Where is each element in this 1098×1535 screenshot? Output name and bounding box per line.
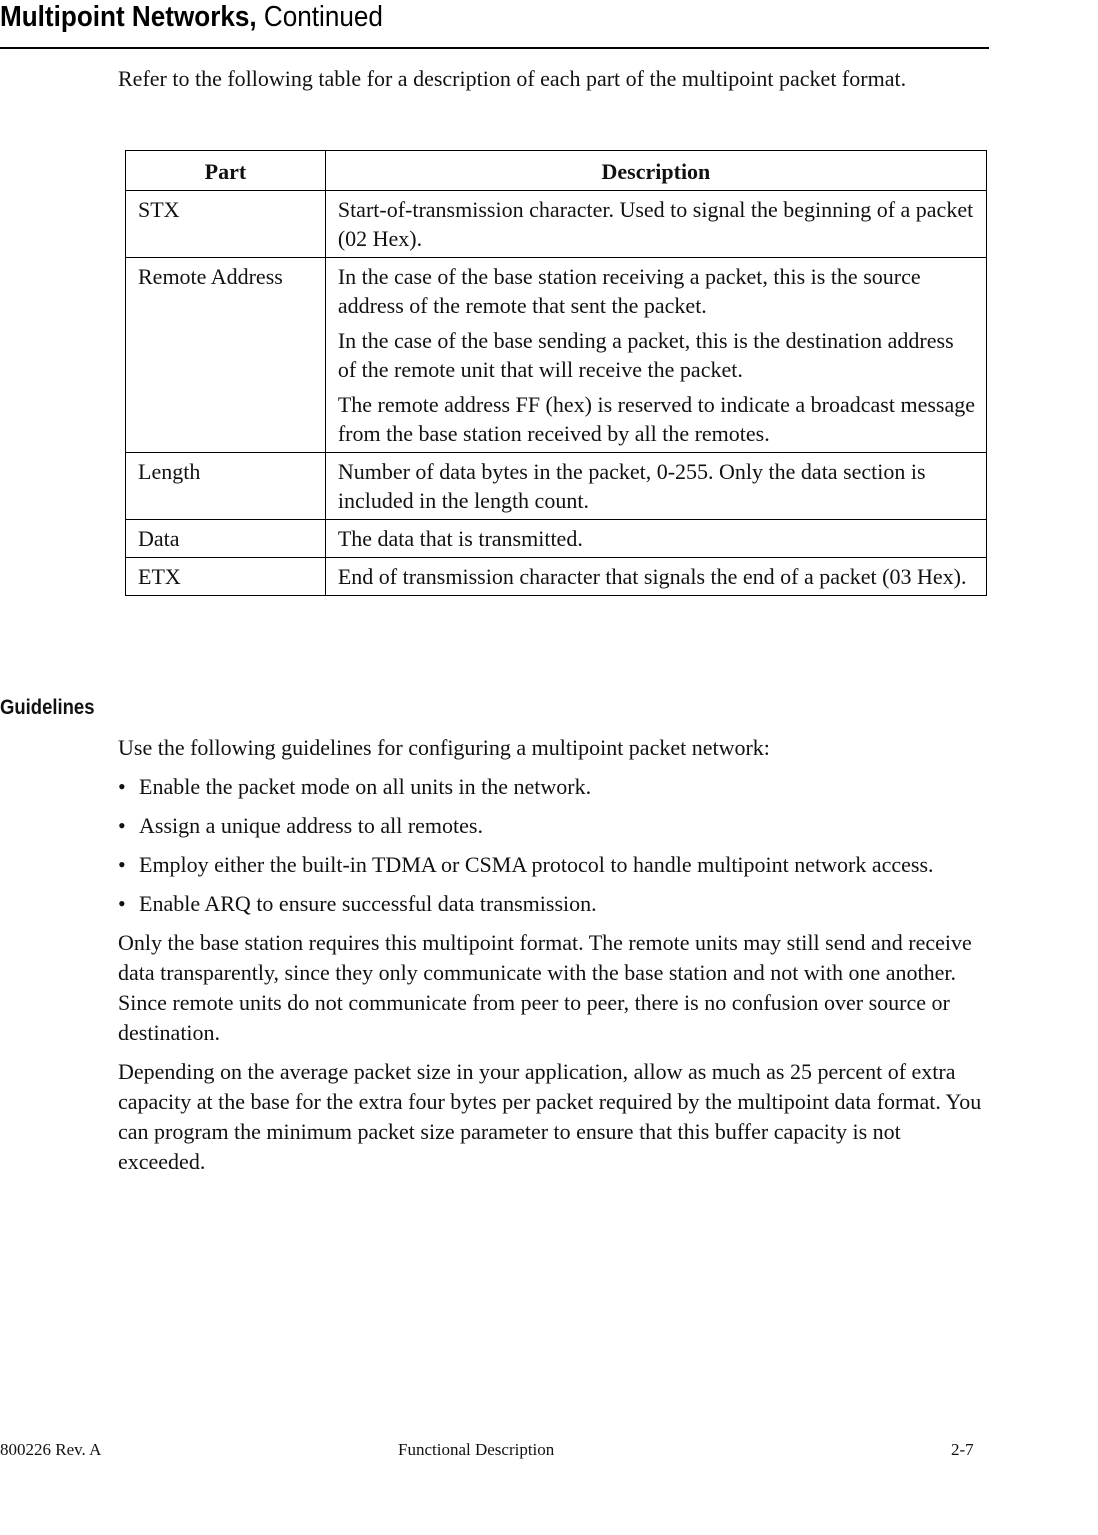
description-text: Number of data bytes in the packet, 0-255. Only the data section is included in the length count. bbox=[337, 459, 926, 513]
part-cell: Remote Address bbox=[126, 258, 326, 453]
footer-section-title: Functional Description bbox=[398, 1440, 555, 1459]
packet-format-table bbox=[125, 150, 987, 596]
list-item bbox=[118, 772, 983, 802]
footer-document-number: 800226 Rev. A bbox=[0, 1440, 102, 1459]
list-item bbox=[118, 889, 983, 919]
description-cell bbox=[325, 453, 986, 520]
column-header-description: Description bbox=[325, 151, 986, 191]
description-text: Start-of-transmission character. Used to signal the beginning of a packet (02 Hex). bbox=[337, 197, 974, 251]
part-cell: STX bbox=[126, 191, 326, 258]
part-cell: ETX bbox=[126, 558, 326, 596]
body-paragraph: Depending on the average packet size in your application, allow as much as 25 percent of extra capacity at the base for the extra four bytes per packet required by the multipoint data format. You can program the minimum packet size parameter to ensure that this buffer capacity is not exceeded. bbox=[118, 1059, 982, 1174]
table-header-row bbox=[126, 151, 987, 191]
description-text: The data that is transmitted. bbox=[337, 526, 583, 551]
guidelines-list bbox=[118, 772, 983, 919]
description-cell bbox=[325, 520, 986, 558]
description-cell bbox=[325, 558, 986, 596]
description-text: In the case of the base sending a packet, this is the destination address of the remote unit that will receive the packet. bbox=[337, 328, 954, 382]
description-text: End of transmission character that signals the end of a packet (03 Hex). bbox=[337, 564, 967, 589]
bullet-icon: • bbox=[118, 852, 126, 877]
description-cell bbox=[325, 258, 986, 453]
column-header-part: Part bbox=[126, 151, 326, 191]
page-title-main: Multipoint Networks, bbox=[0, 1, 257, 33]
table-row bbox=[126, 453, 987, 520]
table-row bbox=[126, 558, 987, 596]
footer-page-number: 2-7 bbox=[951, 1440, 974, 1459]
table-row bbox=[126, 191, 987, 258]
guidelines-lead: Use the following guidelines for configuring a multipoint packet network: bbox=[118, 735, 770, 760]
table-row bbox=[126, 258, 987, 453]
list-item bbox=[118, 811, 983, 841]
bullet-icon: • bbox=[118, 813, 126, 838]
part-cell: Data bbox=[126, 520, 326, 558]
list-item bbox=[118, 850, 983, 880]
bullet-icon: • bbox=[118, 774, 126, 799]
list-item-text: Enable the packet mode on all units in the network. bbox=[139, 774, 592, 799]
section-heading-guidelines: Guidelines bbox=[0, 696, 95, 719]
bullet-icon: • bbox=[118, 891, 126, 916]
list-item-text: Employ either the built-in TDMA or CSMA protocol to handle multipoint network access. bbox=[139, 852, 934, 877]
header-rule bbox=[0, 47, 989, 49]
intro-paragraph: Refer to the following table for a description of each part of the multipoint packet format. bbox=[118, 66, 907, 91]
part-cell: Length bbox=[126, 453, 326, 520]
guidelines-section bbox=[118, 733, 983, 1186]
list-item-text: Enable ARQ to ensure successful data transmission. bbox=[139, 891, 597, 916]
description-text: In the case of the base station receiving a packet, this is the source address of the remote that sent the packet. bbox=[337, 264, 921, 318]
table-row bbox=[126, 520, 987, 558]
page-title-continued: Continued bbox=[263, 1, 383, 33]
body-paragraph: Only the base station requires this multipoint format. The remote units may still send and receive data transparently, since they only communicate with the base station and not with one another. Since remote units do not communicate from peer to peer, there is no confusion over source or destination. bbox=[118, 930, 972, 1045]
list-item-text: Assign a unique address to all remotes. bbox=[139, 813, 483, 838]
description-cell bbox=[325, 191, 986, 258]
description-text: The remote address FF (hex) is reserved to indicate a broadcast message from the base station received by all the remotes. bbox=[337, 392, 975, 446]
page-title bbox=[0, 0, 383, 34]
